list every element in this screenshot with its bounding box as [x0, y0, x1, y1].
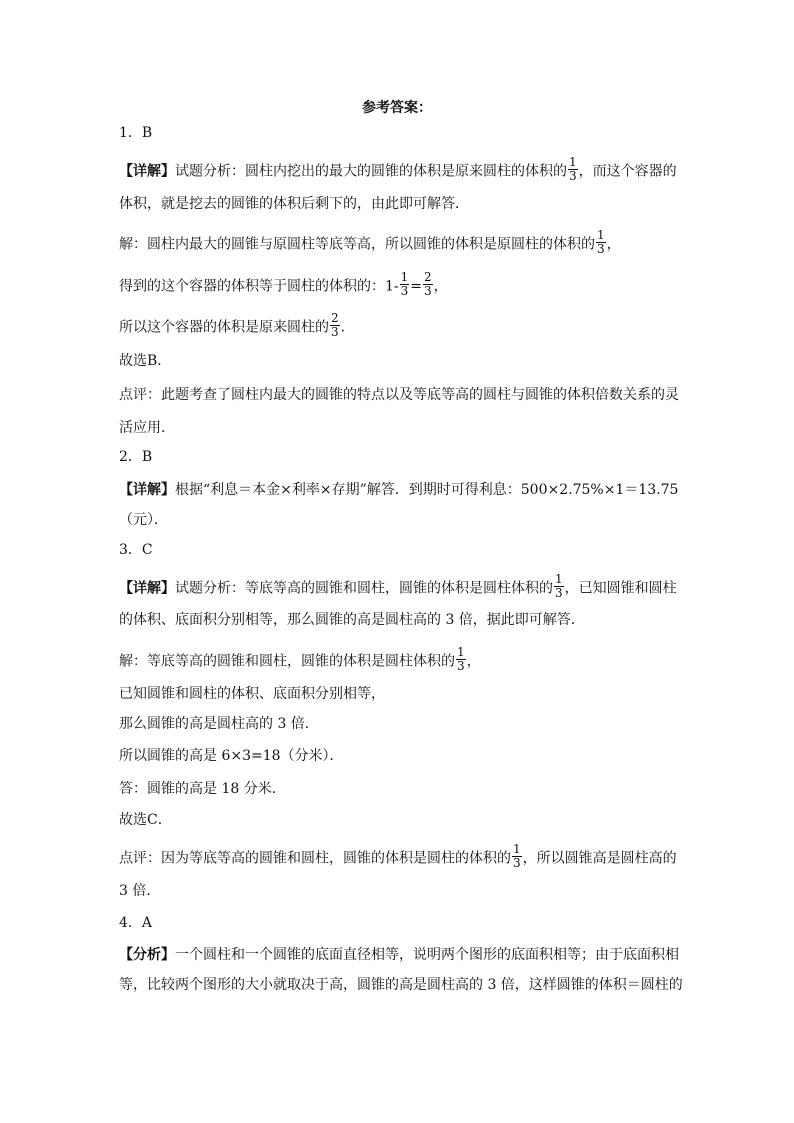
answer-number-2	[119, 447, 152, 467]
solution-line	[119, 270, 448, 300]
explanation-line	[119, 194, 469, 214]
text: 体积，就是挖去的圆锥的体积后剩下的，由此即可解答．	[119, 196, 469, 212]
fraction-numerator: 1	[400, 270, 409, 284]
fraction-denominator: 3	[331, 325, 339, 339]
fraction-denominator: 3	[569, 169, 577, 183]
text: ，	[466, 653, 481, 670]
text: 1．B	[119, 125, 153, 141]
text: 根据“利息＝本金×利率×存期”解答．到期时可得利息：500×2.75%×1＝13.75	[175, 482, 679, 498]
solution-line	[119, 645, 481, 675]
text: ，	[606, 236, 621, 253]
solution-line	[119, 228, 621, 258]
comment-line	[119, 842, 677, 872]
explanation-line	[119, 572, 677, 602]
text: 点评：因为等底等高的圆锥和圆柱，圆锥的体积是圆柱的体积的	[119, 850, 511, 867]
solution-line	[119, 714, 319, 734]
text: 得到的这个容器的体积等于圆柱的体积的：1-	[119, 278, 399, 295]
fraction-denominator: 3	[424, 284, 432, 298]
fraction-numerator: 1	[569, 155, 577, 169]
text: 所以这个容器的体积是原来圆柱的	[119, 319, 329, 336]
fraction-denominator: 3	[597, 242, 605, 256]
text: 解：等底等高的圆锥和圆柱，圆锥的体积是圆柱体积的	[119, 653, 455, 670]
explanation-line	[119, 480, 678, 500]
text: 3 倍．	[119, 883, 161, 899]
comment-line	[119, 385, 679, 405]
equals-sign: =	[410, 278, 423, 295]
text: 解：圆柱内最大的圆锥与原圆柱等底等高，所以圆锥的体积是原圆柱的体积的	[119, 236, 595, 253]
text: 那么圆锥的高是圆柱高的 3 倍．	[119, 716, 319, 732]
choice-line	[119, 810, 172, 830]
text: 故选B．	[119, 353, 172, 369]
analysis-line	[119, 975, 683, 995]
text: ．	[340, 319, 355, 336]
fraction-one-third	[512, 843, 522, 870]
fraction-numerator: 1	[555, 572, 563, 586]
text: 3．C	[119, 542, 153, 558]
fraction-one-third	[596, 229, 606, 256]
text: 故选C．	[119, 812, 172, 828]
text: 一个圆柱和一个圆锥的底面直径相等，说明两个图形的底面积相等；由于底面积相	[175, 947, 679, 963]
section-label: 【详解】	[119, 482, 175, 498]
text: ，已知圆锥和圆柱	[564, 580, 677, 597]
solution-line	[119, 746, 344, 766]
text: ，	[433, 278, 448, 295]
section-label: 【分析】	[119, 947, 175, 963]
fraction-denominator: 3	[513, 856, 521, 870]
text: ，所以圆锥高是圆柱高的	[522, 850, 677, 867]
fraction-numerator: 2	[424, 270, 432, 284]
text: 的体积、底面积分别相等，那么圆锥的高是圆柱高的 3 倍，据此即可解答．	[119, 612, 585, 628]
text: （元）．	[119, 512, 168, 528]
fraction-one-third	[456, 646, 466, 673]
fraction-one-third	[568, 156, 578, 183]
text: 活应用．	[119, 420, 175, 436]
fraction-numerator: 1	[513, 842, 521, 856]
page-title: 参考答案：	[362, 100, 432, 116]
text: 试题分析：等底等高的圆锥和圆柱，圆锥的体积是圆柱体积的	[175, 580, 553, 597]
text: 2．B	[119, 449, 153, 465]
text: 所以圆锥的高是 6×3=18（分米）．	[119, 748, 344, 764]
text: 4．A	[119, 915, 153, 931]
comment-line	[119, 881, 160, 901]
fraction-two-thirds	[330, 312, 340, 339]
fraction-numerator: 1	[457, 645, 465, 659]
text: 答：圆锥的高是 18 分米．	[119, 781, 286, 797]
answer-number-1	[119, 123, 152, 143]
answer-number-3	[119, 540, 153, 560]
analysis-line	[119, 945, 679, 965]
text: 等，比较两个图形的大小就取决于高，圆锥的高是圆柱高的 3 倍，这样圆锥的体积＝圆柱的	[119, 977, 683, 993]
fraction-numerator: 1	[597, 228, 605, 242]
fraction-numerator: 2	[331, 311, 339, 325]
solution-line	[119, 779, 286, 799]
comment-line	[119, 418, 175, 438]
solution-line	[119, 311, 355, 341]
text: 点评：此题考查了圆柱内最大的圆锥的特点以及等底等高的圆柱与圆锥的体积倍数关系的灵	[119, 387, 679, 403]
choice-line	[119, 351, 171, 371]
solution-line	[119, 684, 385, 704]
explanation-line	[119, 510, 168, 530]
text: 试题分析：圆柱内挖出的最大的圆锥的体积是原来圆柱的体积的	[175, 163, 567, 180]
answer-number-4	[119, 913, 152, 933]
fraction-one-third	[554, 573, 564, 600]
fraction-two-thirds	[423, 271, 433, 298]
fraction-denominator: 3	[555, 586, 563, 600]
explanation-line	[119, 610, 585, 630]
fraction-denominator: 3	[400, 284, 409, 298]
text: 已知圆锥和圆柱的体积、底面积分别相等，	[119, 686, 385, 702]
fraction-denominator: 3	[457, 659, 465, 673]
section-label: 【详解】	[119, 163, 175, 180]
section-label: 【详解】	[119, 580, 175, 597]
text: ，而这个容器的	[578, 163, 677, 180]
explanation-line	[119, 155, 677, 185]
fraction-one-third	[400, 271, 410, 298]
